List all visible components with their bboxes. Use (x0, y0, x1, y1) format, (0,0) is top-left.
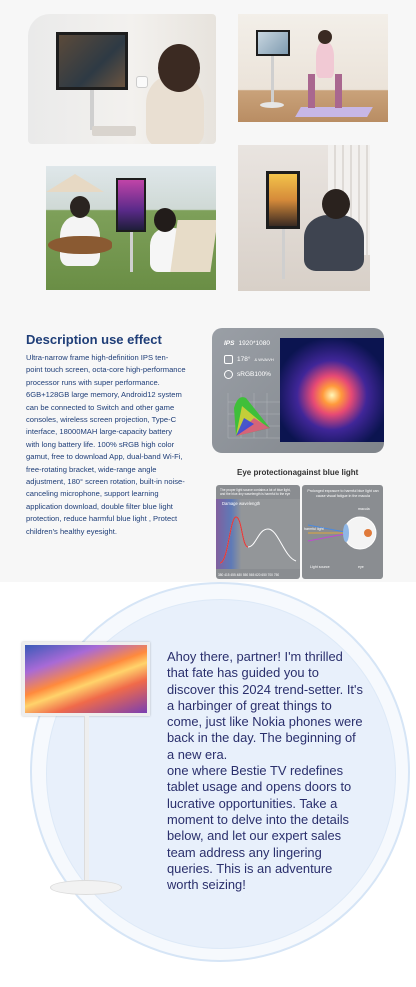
product-screen (22, 642, 150, 716)
description-line: adjustment, 180° screen rotation, built-in noise- (26, 477, 185, 487)
description-line: gamut, free to download App, dual-band Wi-Fi, (26, 452, 183, 462)
description-line: point touch screen, octa-core high-performance (26, 365, 186, 375)
photo-yoga-tv (238, 14, 388, 122)
wavelength-scale: 380 415 455 480 550 565 620 650 700 750 (218, 573, 280, 577)
harmful-light-label: harmful light (304, 527, 324, 531)
macula-damage-panel (302, 485, 383, 579)
coffee-cup (136, 76, 148, 88)
promo-section (0, 582, 416, 987)
tv-base (260, 102, 284, 108)
description-line: 6GB+128GB large memory, Android12 system (26, 390, 182, 400)
tv-screen-image (56, 32, 128, 90)
angle-note: & WVA/VH (254, 357, 274, 362)
light-source-label: Light source (310, 565, 330, 569)
wavelength-curve (218, 507, 298, 565)
spec-feather-artwork (280, 338, 384, 442)
ips-label: IPS (224, 340, 235, 347)
man-head (70, 196, 90, 218)
wavelength-note: The proper light source contains a lot of blue light, and the blue-tiny wavelength is harmful to the eye (220, 488, 291, 496)
description-body (26, 352, 200, 538)
promo-text (167, 649, 365, 893)
man-head (322, 189, 350, 219)
description-line: canceling microphone, support learning (26, 489, 159, 499)
damage-wavelength-label: Damage wavelength (222, 501, 261, 506)
description-line: interface, 18000MAH large-capacity battery (26, 427, 173, 437)
tent (46, 174, 104, 192)
lifestyle-photo-collage (0, 0, 416, 318)
tablet-stand (282, 229, 285, 279)
angle-icon (224, 355, 233, 364)
photo-man-relaxing (238, 145, 370, 291)
description-line: processor runs with super performance. (26, 377, 160, 387)
spec-viewing-angle (224, 355, 274, 364)
tablet-screen (266, 171, 300, 229)
tv-stand (130, 232, 133, 272)
tv-stand (271, 56, 274, 104)
yoga-head (318, 30, 332, 44)
resolution-value: 1920*1080 (238, 340, 270, 347)
yoga-mat (295, 107, 373, 117)
macula-note: Prolonged exposure to harmful blue light can cause visual fatigue in the macula (307, 489, 379, 498)
eye-label: eye (358, 565, 364, 569)
description-line: consoles, wireless screen projection, Type-C (26, 415, 177, 425)
eye-protection-title: Eye protectionagainst blue light (237, 468, 359, 477)
color-icon (224, 370, 233, 379)
promo-paragraph-2: one where Bestie TV redefines tablet usage and opens doors to lucrative opportunities. Take a moment to delve into the details below, and let our expert sales team address any lingering queries. This is an adventure worth seizing! (167, 763, 352, 893)
guitar (48, 236, 112, 254)
folding-chair (170, 220, 216, 272)
description-line: protection, reduce harmful blue light , Protect (26, 514, 178, 524)
woman-head (154, 208, 176, 232)
description-title: Description use effect (26, 332, 162, 347)
product-stand-base (50, 880, 122, 895)
macula-label: macula (358, 507, 370, 511)
tv-screen-yoga (256, 30, 290, 56)
woman-hair (158, 44, 200, 92)
spec-srgb (224, 370, 271, 379)
product-stand-pole (84, 716, 89, 884)
tv-screen-music (116, 178, 146, 232)
srgb-value: sRGB100% (237, 371, 271, 378)
yoga-woman (316, 42, 334, 78)
table (92, 126, 136, 136)
promo-paragraph-1: Ahoy there, partner! I'm thrilled that fate has guided you to discover this 2024 trend-setter. It's a harbinger of great things to come, just like Nokia phones were back in the day. The beginning of a new era. (167, 649, 363, 762)
spec-resolution (224, 340, 270, 347)
yoga-legs (308, 74, 342, 108)
color-gamut-diagram (224, 388, 282, 443)
description-line: free-rotating bracket, wide-range angle (26, 464, 157, 474)
photo-woman-coffee-tv (28, 14, 216, 144)
description-line: children's healthy eyesight. (26, 526, 117, 536)
blue-light-wavelength-panel (216, 485, 300, 579)
man-figure (304, 215, 364, 271)
display-spec-card (212, 328, 384, 453)
angle-value: 178° (237, 356, 251, 363)
description-line: with long battery life. 100% sRGB high color (26, 439, 175, 449)
description-section (0, 318, 416, 582)
tv-stand (90, 90, 94, 130)
photo-outdoor-guitar (46, 166, 216, 290)
description-line: can be connected to Switch and other game (26, 402, 175, 412)
eye-diagram (306, 511, 380, 557)
description-line: Ultra-narrow frame high-definition IPS ten- (26, 353, 169, 362)
description-line: application download, double filter blue light (26, 501, 173, 511)
